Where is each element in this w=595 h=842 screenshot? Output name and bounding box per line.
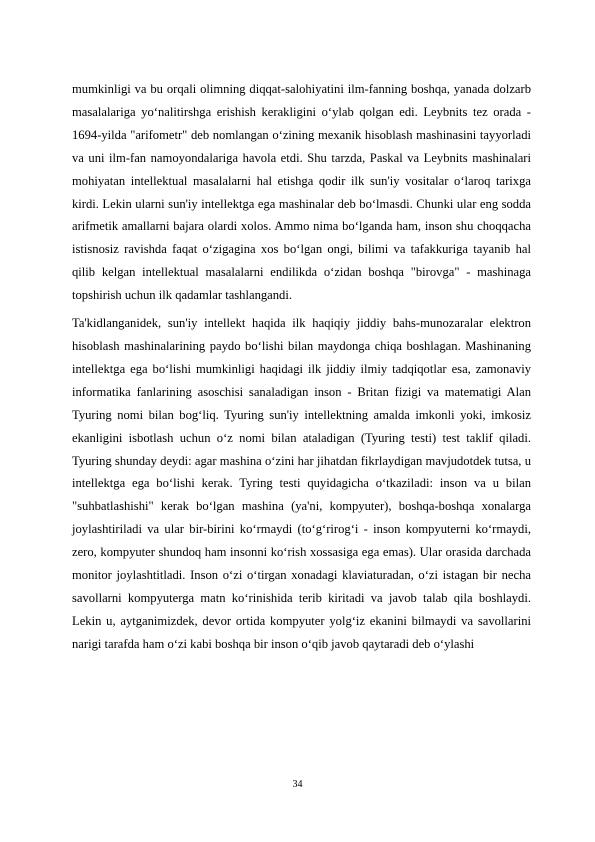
page-number: 34 [292,779,303,790]
body-text [72,78,531,656]
paragraph-2: Ta'kidlanganidek, sun'iy intellekt haqida ilk haqiqiy jiddiy bahs-munozaralar elektron hisoblash mashinalarining paydo bo‘lishi bilan maydonga chiqa boshlagan. Mashinaning intellektga ega bo‘lishi mumkinligi haqidagi ilk jiddiy ilmiy tadqiqotlar esa, zamonaviy informatika fanlarining asoschisi sanaladigan inson - Britan fizigi va matematigi Alan Tyuring nomi bilan bog‘liq. Tyuring sun'iy intellektning amalda imkonli yoki, imkosiz ekanligini isbotlash uchun o‘z nomi bilan ataladigan (Tyuring testi) test taklif qiladi. Tyuring shunday deydi: agar mashina o‘zini har jihatdan fikrlaydigan mavjudotdek tutsa, u intellektga ega bo‘lishi kerak. Tyring testi quyidagicha o‘tkaziladi: inson va u bilan "suhbatlashishi" kerak bo‘lgan mashina (ya'ni, kompyuter), boshqa-boshqa xonalarga joylashtiriladi va ular bir-birini ko‘rmaydi (to‘g‘rirog‘i - inson kompyuterni ko‘rmaydi, zero, kompyuter shundoq ham insonni ko‘rish xossasiga ega emas). Ular orasida darchada monitor joylashtitladi. Inson o‘zi o‘tirgan xonadagi klaviaturadan, o‘zi istagan bir necha savollarni kompyuterga matn ko‘rinishida terib kiritadi va javob talab qila boshlaydi. Lekin u, aytganimizdek, devor ortida kompyuter yolg‘iz ekanini bilmaydi va savollarini narigi tarafda ham o‘zi kabi boshqa bir inson o‘qib javob qaytaradi deb o‘ylashi [72,316,531,651]
paragraph-1: mumkinligi va bu orqali olimning diqqat-salohiyatini ilm-fanning boshqa, yanada dolzarb masalalariga yo‘nalitirshga erishish kerakligini o‘ylab qolgan edi. Leybnits tez orada - 1694-yilda "arifometr" deb nomlangan o‘zining mexanik hisoblash mashinasini tayyorladi va uni ilm-fan namoyondalariga havola etdi. Shu tarzda, Paskal va Leybnits mashinalari mohiyatan intellektual masalalarni hal etishga qodir ilk sun'iy vositalar o‘laroq tarixga kirdi. Lekin ularni sun'iy intellektga ega mashinalar deb bo‘lmasdi. Chunki ular eng sodda arifmetik amallarni bajara olardi xolos. Ammo nima bo‘lganda ham, inson shu choqqacha istisnosiz ravishda faqat o‘zigagina xos bo‘lgan ongi, bilimi va tafakkuriga tayanib hal qilib kelgan intellektual masalalarni endilikda o‘zidan boshqa "birovga" - mashinaga topshirish uchun ilk qadamlar tashlangandi. [72,82,531,303]
